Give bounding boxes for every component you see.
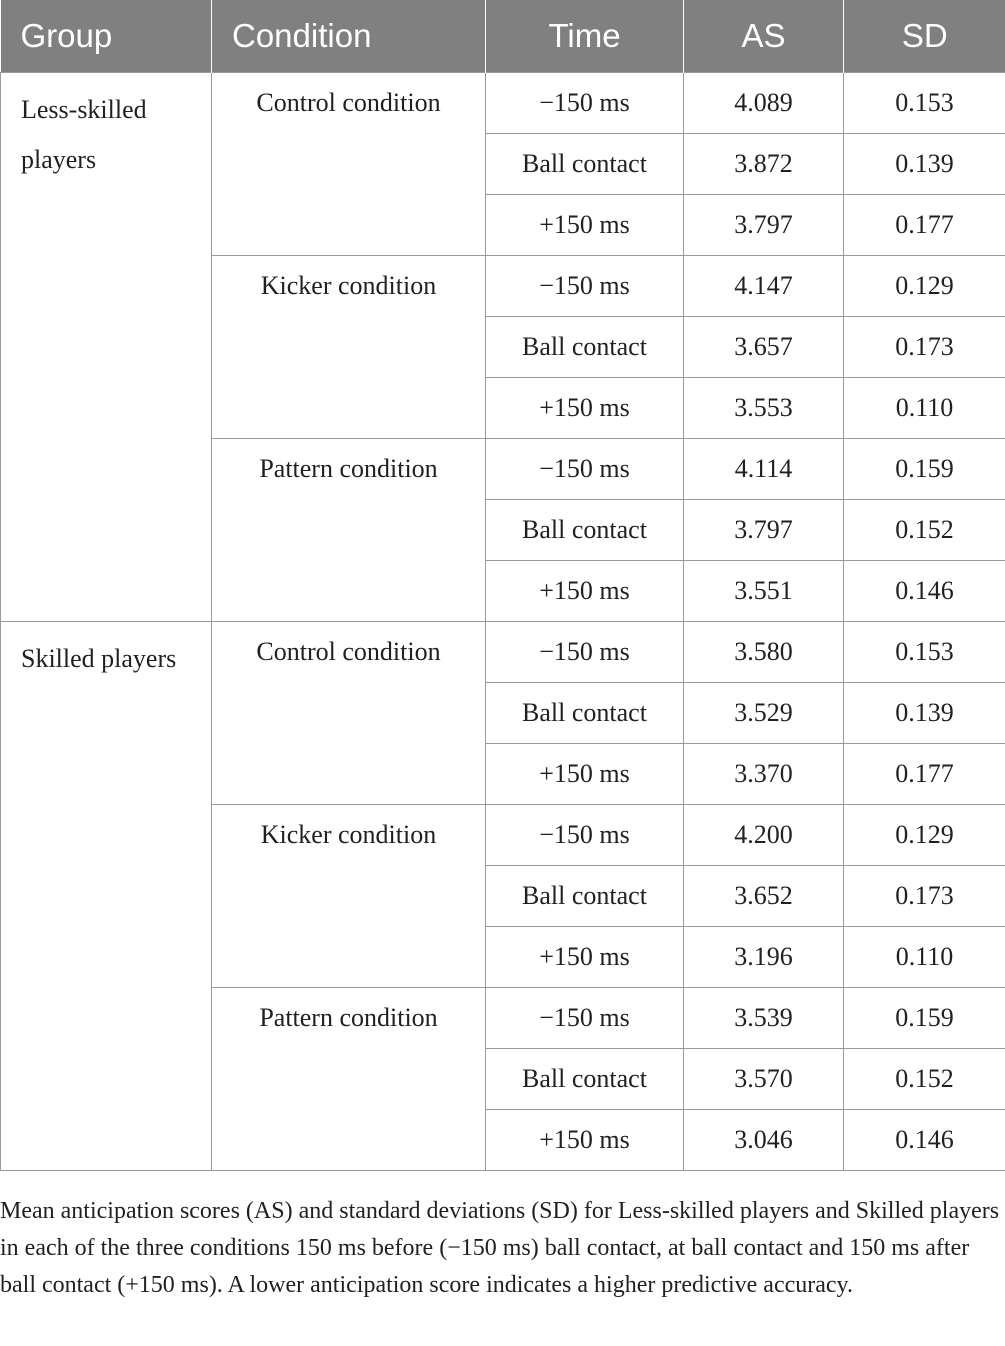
time-cell: +150 ms bbox=[486, 744, 684, 805]
as-cell: 3.652 bbox=[684, 866, 844, 927]
sd-cell: 0.153 bbox=[844, 622, 1005, 683]
condition-cell: Pattern condition bbox=[212, 988, 486, 1171]
as-cell: 3.797 bbox=[684, 195, 844, 256]
time-cell: +150 ms bbox=[486, 927, 684, 988]
time-cell: −150 ms bbox=[486, 439, 684, 500]
as-cell: 3.046 bbox=[684, 1110, 844, 1171]
group-cell: Skilled players bbox=[1, 622, 212, 1171]
condition-cell: Control condition bbox=[212, 73, 486, 256]
group-cell: Less-skilled players bbox=[1, 73, 212, 622]
as-cell: 3.797 bbox=[684, 500, 844, 561]
time-cell: −150 ms bbox=[486, 256, 684, 317]
sd-cell: 0.110 bbox=[844, 927, 1005, 988]
time-cell: −150 ms bbox=[486, 805, 684, 866]
header-group: Group bbox=[1, 0, 212, 73]
table-row bbox=[1, 73, 1005, 134]
as-cell: 3.551 bbox=[684, 561, 844, 622]
time-cell: Ball contact bbox=[486, 1049, 684, 1110]
condition-cell: Kicker condition bbox=[212, 805, 486, 988]
as-cell: 3.657 bbox=[684, 317, 844, 378]
sd-cell: 0.146 bbox=[844, 1110, 1005, 1171]
header-sd: SD bbox=[844, 0, 1005, 73]
time-cell: Ball contact bbox=[486, 500, 684, 561]
sd-cell: 0.173 bbox=[844, 317, 1005, 378]
as-cell: 4.114 bbox=[684, 439, 844, 500]
sd-cell: 0.139 bbox=[844, 134, 1005, 195]
as-cell: 3.580 bbox=[684, 622, 844, 683]
as-cell: 3.872 bbox=[684, 134, 844, 195]
as-cell: 3.370 bbox=[684, 744, 844, 805]
as-cell: 3.570 bbox=[684, 1049, 844, 1110]
as-cell: 4.200 bbox=[684, 805, 844, 866]
sd-cell: 0.139 bbox=[844, 683, 1005, 744]
sd-cell: 0.173 bbox=[844, 866, 1005, 927]
time-cell: Ball contact bbox=[486, 317, 684, 378]
condition-cell: Control condition bbox=[212, 622, 486, 805]
header-time: Time bbox=[486, 0, 684, 73]
time-cell: Ball contact bbox=[486, 134, 684, 195]
as-cell: 4.147 bbox=[684, 256, 844, 317]
sd-cell: 0.110 bbox=[844, 378, 1005, 439]
time-cell: +150 ms bbox=[486, 195, 684, 256]
as-cell: 4.089 bbox=[684, 73, 844, 134]
sd-cell: 0.177 bbox=[844, 744, 1005, 805]
as-cell: 3.539 bbox=[684, 988, 844, 1049]
sd-cell: 0.159 bbox=[844, 439, 1005, 500]
table-footnote: Mean anticipation scores (AS) and standard deviations (SD) for Less-skilled players and Skilled players in each of the three conditions 150 ms before (−150 ms) ball contact, at ball contact and 150 ms after ball contact (+150 ms). A lower anticipation score indicates a higher predictive accuracy. bbox=[0, 1198, 1000, 1298]
time-cell: +150 ms bbox=[486, 378, 684, 439]
sd-cell: 0.129 bbox=[844, 256, 1005, 317]
time-cell: Ball contact bbox=[486, 866, 684, 927]
time-cell: +150 ms bbox=[486, 1110, 684, 1171]
header-condition: Condition bbox=[212, 0, 486, 73]
time-cell: −150 ms bbox=[486, 988, 684, 1049]
as-cell: 3.553 bbox=[684, 378, 844, 439]
condition-cell: Pattern condition bbox=[212, 439, 486, 622]
as-cell: 3.529 bbox=[684, 683, 844, 744]
time-cell: −150 ms bbox=[486, 73, 684, 134]
sd-cell: 0.129 bbox=[844, 805, 1005, 866]
time-cell: Ball contact bbox=[486, 683, 684, 744]
condition-cell: Kicker condition bbox=[212, 256, 486, 439]
sd-cell: 0.146 bbox=[844, 561, 1005, 622]
time-cell: −150 ms bbox=[486, 622, 684, 683]
header-as: AS bbox=[684, 0, 844, 73]
sd-cell: 0.177 bbox=[844, 195, 1005, 256]
sd-cell: 0.153 bbox=[844, 73, 1005, 134]
table-row bbox=[1, 622, 1005, 683]
header-row bbox=[1, 0, 1005, 73]
sd-cell: 0.152 bbox=[844, 1049, 1005, 1110]
sd-cell: 0.159 bbox=[844, 988, 1005, 1049]
sd-cell: 0.152 bbox=[844, 500, 1005, 561]
as-cell: 3.196 bbox=[684, 927, 844, 988]
time-cell: +150 ms bbox=[486, 561, 684, 622]
